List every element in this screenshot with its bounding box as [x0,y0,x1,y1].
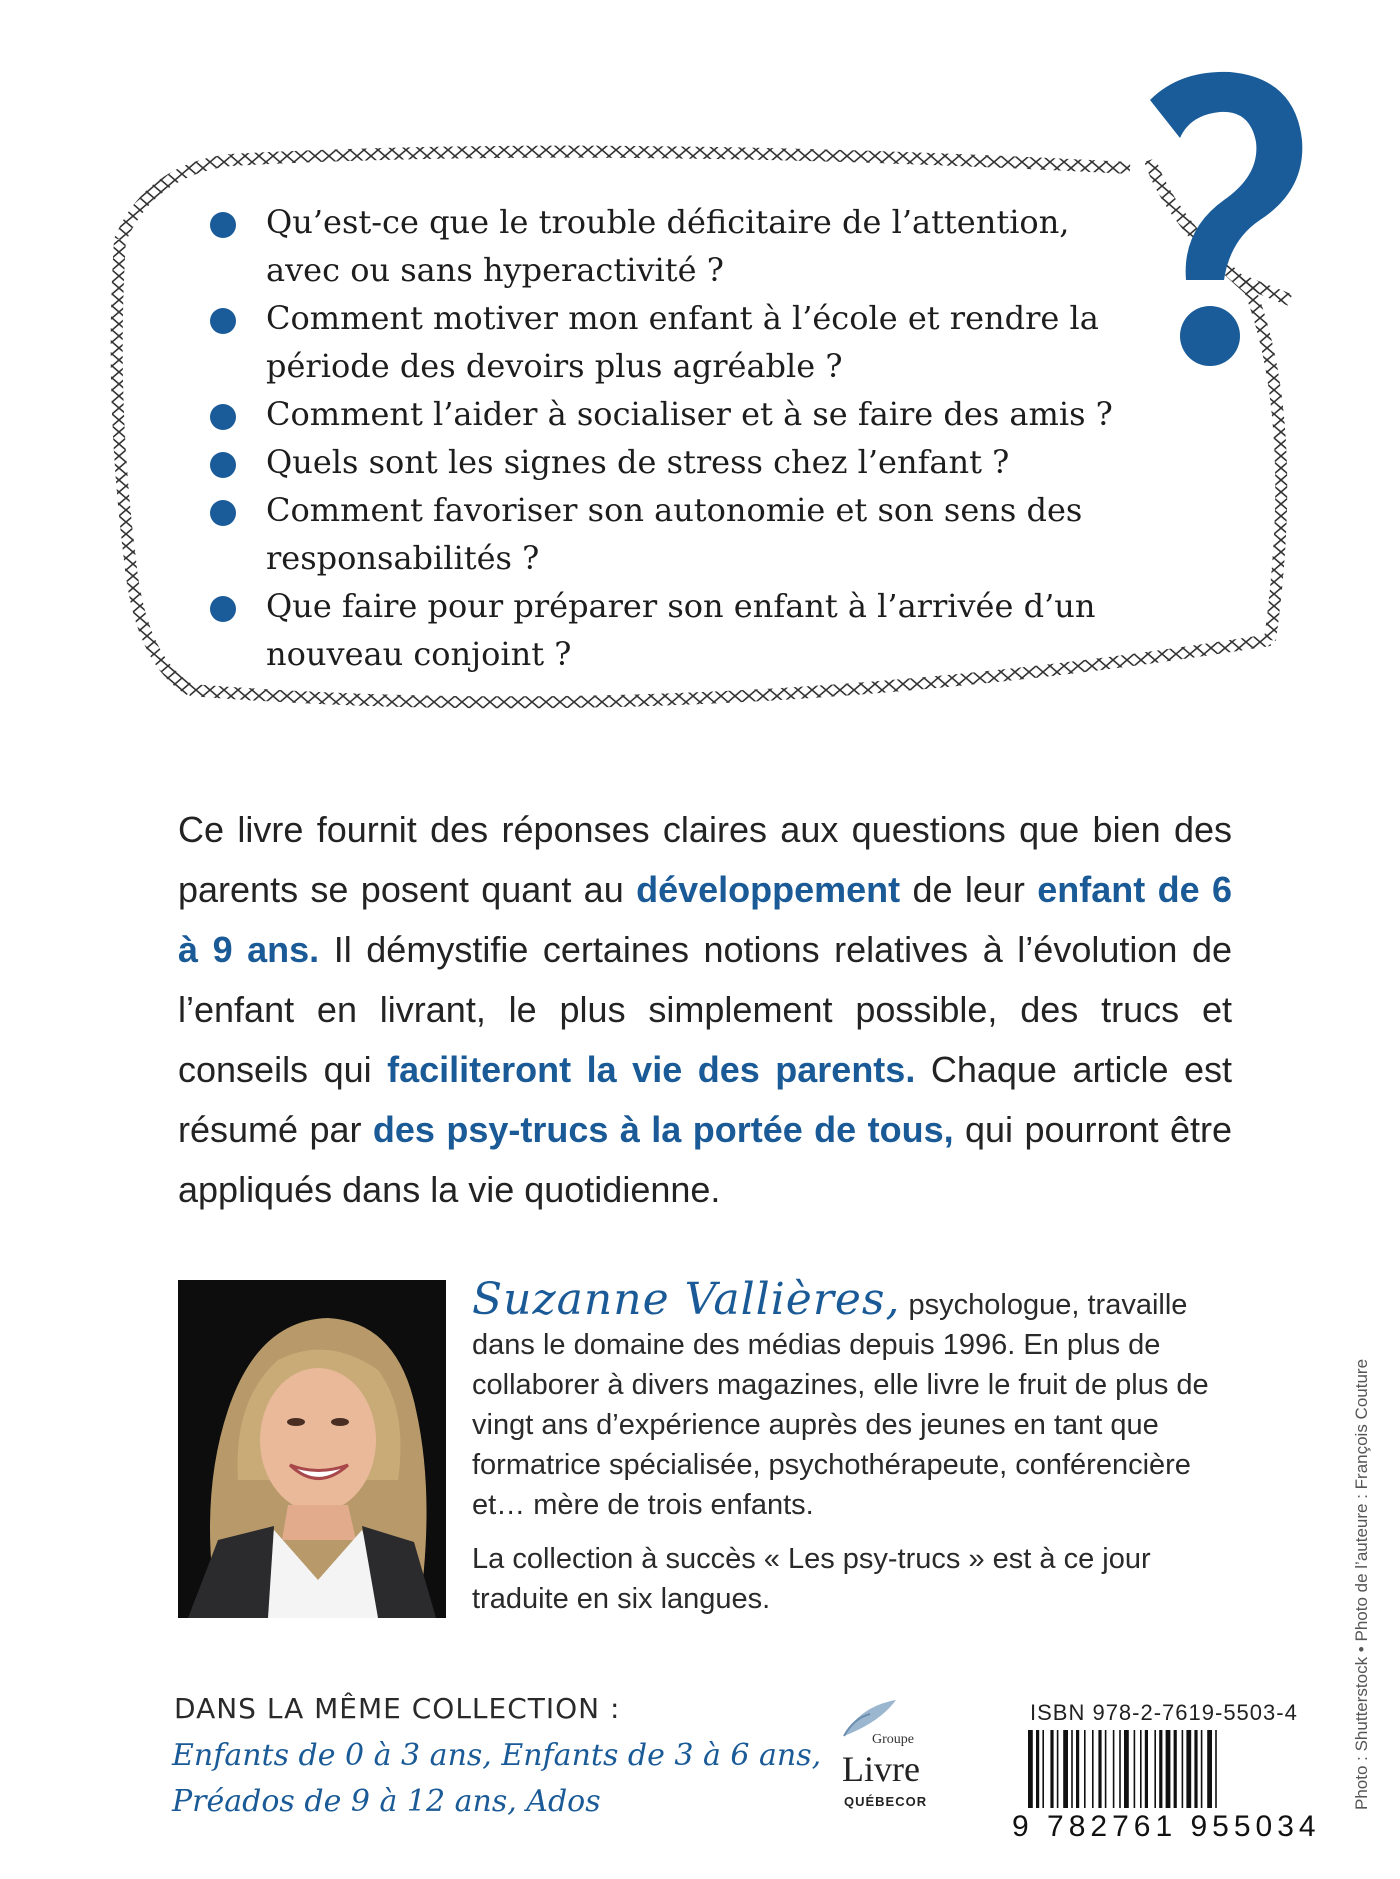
barcode-bar [1215,1730,1217,1808]
barcode-bar [1145,1730,1148,1808]
barcode-number: 9 782761 955034 [1012,1810,1321,1843]
collection-heading: DANS LA MÊME COLLECTION : [174,1692,621,1725]
barcode-bar [1186,1730,1191,1808]
barcode-bar [1159,1730,1162,1808]
author-photo [178,1280,446,1618]
question-mark-icon [1120,60,1320,380]
bullet-icon [210,500,236,526]
question-item: Comment motiver mon enfant à l’école et rendre la période des devoirs plus agréable ? [210,294,1150,390]
barcode-bar [1092,1730,1094,1808]
bullet-icon [210,212,236,238]
bullet-icon [210,308,236,334]
question-item: Comment favoriser son autonomie et son sens des responsabilités ? [210,486,1150,582]
barcode-bar [1124,1730,1129,1808]
barcode-bar [1154,1730,1156,1808]
barcode-bar [1036,1730,1039,1808]
questions-list [210,198,1150,678]
barcode-bar [1105,1730,1107,1808]
collection-titles-line-2: Préados de 9 à 12 ans, Ados [172,1784,601,1819]
barcode-bar [1113,1730,1115,1808]
barcode-bar [1084,1730,1086,1808]
book-description: Ce livre fournit des réponses claires aux questions que bien des parents se posent quant au développement de leur enfant de 6 à 9 ans. Il démystifie certaines notions relatives à l’évolution de l’enfant en livrant, le plus simplement possible, des trucs et conseils qui faciliteront la vie des parents. Chaque article est résumé par des psy-trucs à la portée de tous, qui pourront être appliqués dans la vie quotidienne. [178,809,1233,1210]
barcode-bar [1076,1730,1079,1808]
barcode-bar [1207,1730,1212,1808]
barcode-bar [1071,1730,1073,1808]
photo-credit: Photo : Shutterstock • Photo de l’auteure : François Couture [1352,1358,1371,1810]
bullet-icon [210,404,236,430]
question-item: Comment l’aider à socialiser et à se faire des amis ? [210,390,1150,438]
barcode-bar [1174,1730,1177,1808]
barcode-bar [1057,1730,1059,1808]
bullet-icon [210,452,236,478]
barcode-bar [1042,1730,1044,1808]
author-name: Suzanne Vallières, [472,1274,901,1325]
bullet-icon [210,596,236,622]
barcode-bar [1166,1730,1171,1808]
barcode-bar [1119,1730,1121,1808]
question-item: Qu’est-ce que le trouble déficitaire de l’attention, avec ou sans hyperactivité ? [210,198,1150,294]
collection-titles-line-1: Enfants de 0 à 3 ans, Enfants de 3 à 6 ans, [172,1738,822,1773]
barcode-bar [1134,1730,1136,1808]
barcode-bar [1182,1730,1184,1808]
barcode-bar [1063,1730,1068,1808]
barcode-bar [1194,1730,1197,1808]
barcode-bar [1140,1730,1142,1808]
question-item: Que faire pour préparer son enfant à l’arrivée d’un nouveau conjoint ? [210,582,1150,678]
barcode-bar [1028,1730,1033,1808]
collection-note: La collection à succès « Les psy-trucs » est à ce jour traduite en six langues. [472,1543,1151,1615]
author-bio: Suzanne Vallières, psychologue, travaille dans le domaine des médias depuis 1996. En plus de collaborer à divers magazines, elle livre le fruit de plus de vingt ans d’expérience auprès des jeunes en tant que formatrice spécialisée, psychothérapeute, conférencière et… mère de trois enfants. La collection à succès « Les psy-trucs » est à ce jour traduite en six langues. [472,1280,1232,1619]
question-item: Quels sont les signes de stress chez l’enfant ? [210,438,1150,486]
barcode-bar [1098,1730,1101,1808]
barcode-bar [1050,1730,1053,1808]
publisher-logo: Groupe Livre QUÉBECOR [820,1696,940,1826]
isbn-text: ISBN 978-2-7619-5503-4 [1030,1700,1298,1725]
barcode-bar [1201,1730,1203,1808]
barcode [1026,1730,1276,1808]
